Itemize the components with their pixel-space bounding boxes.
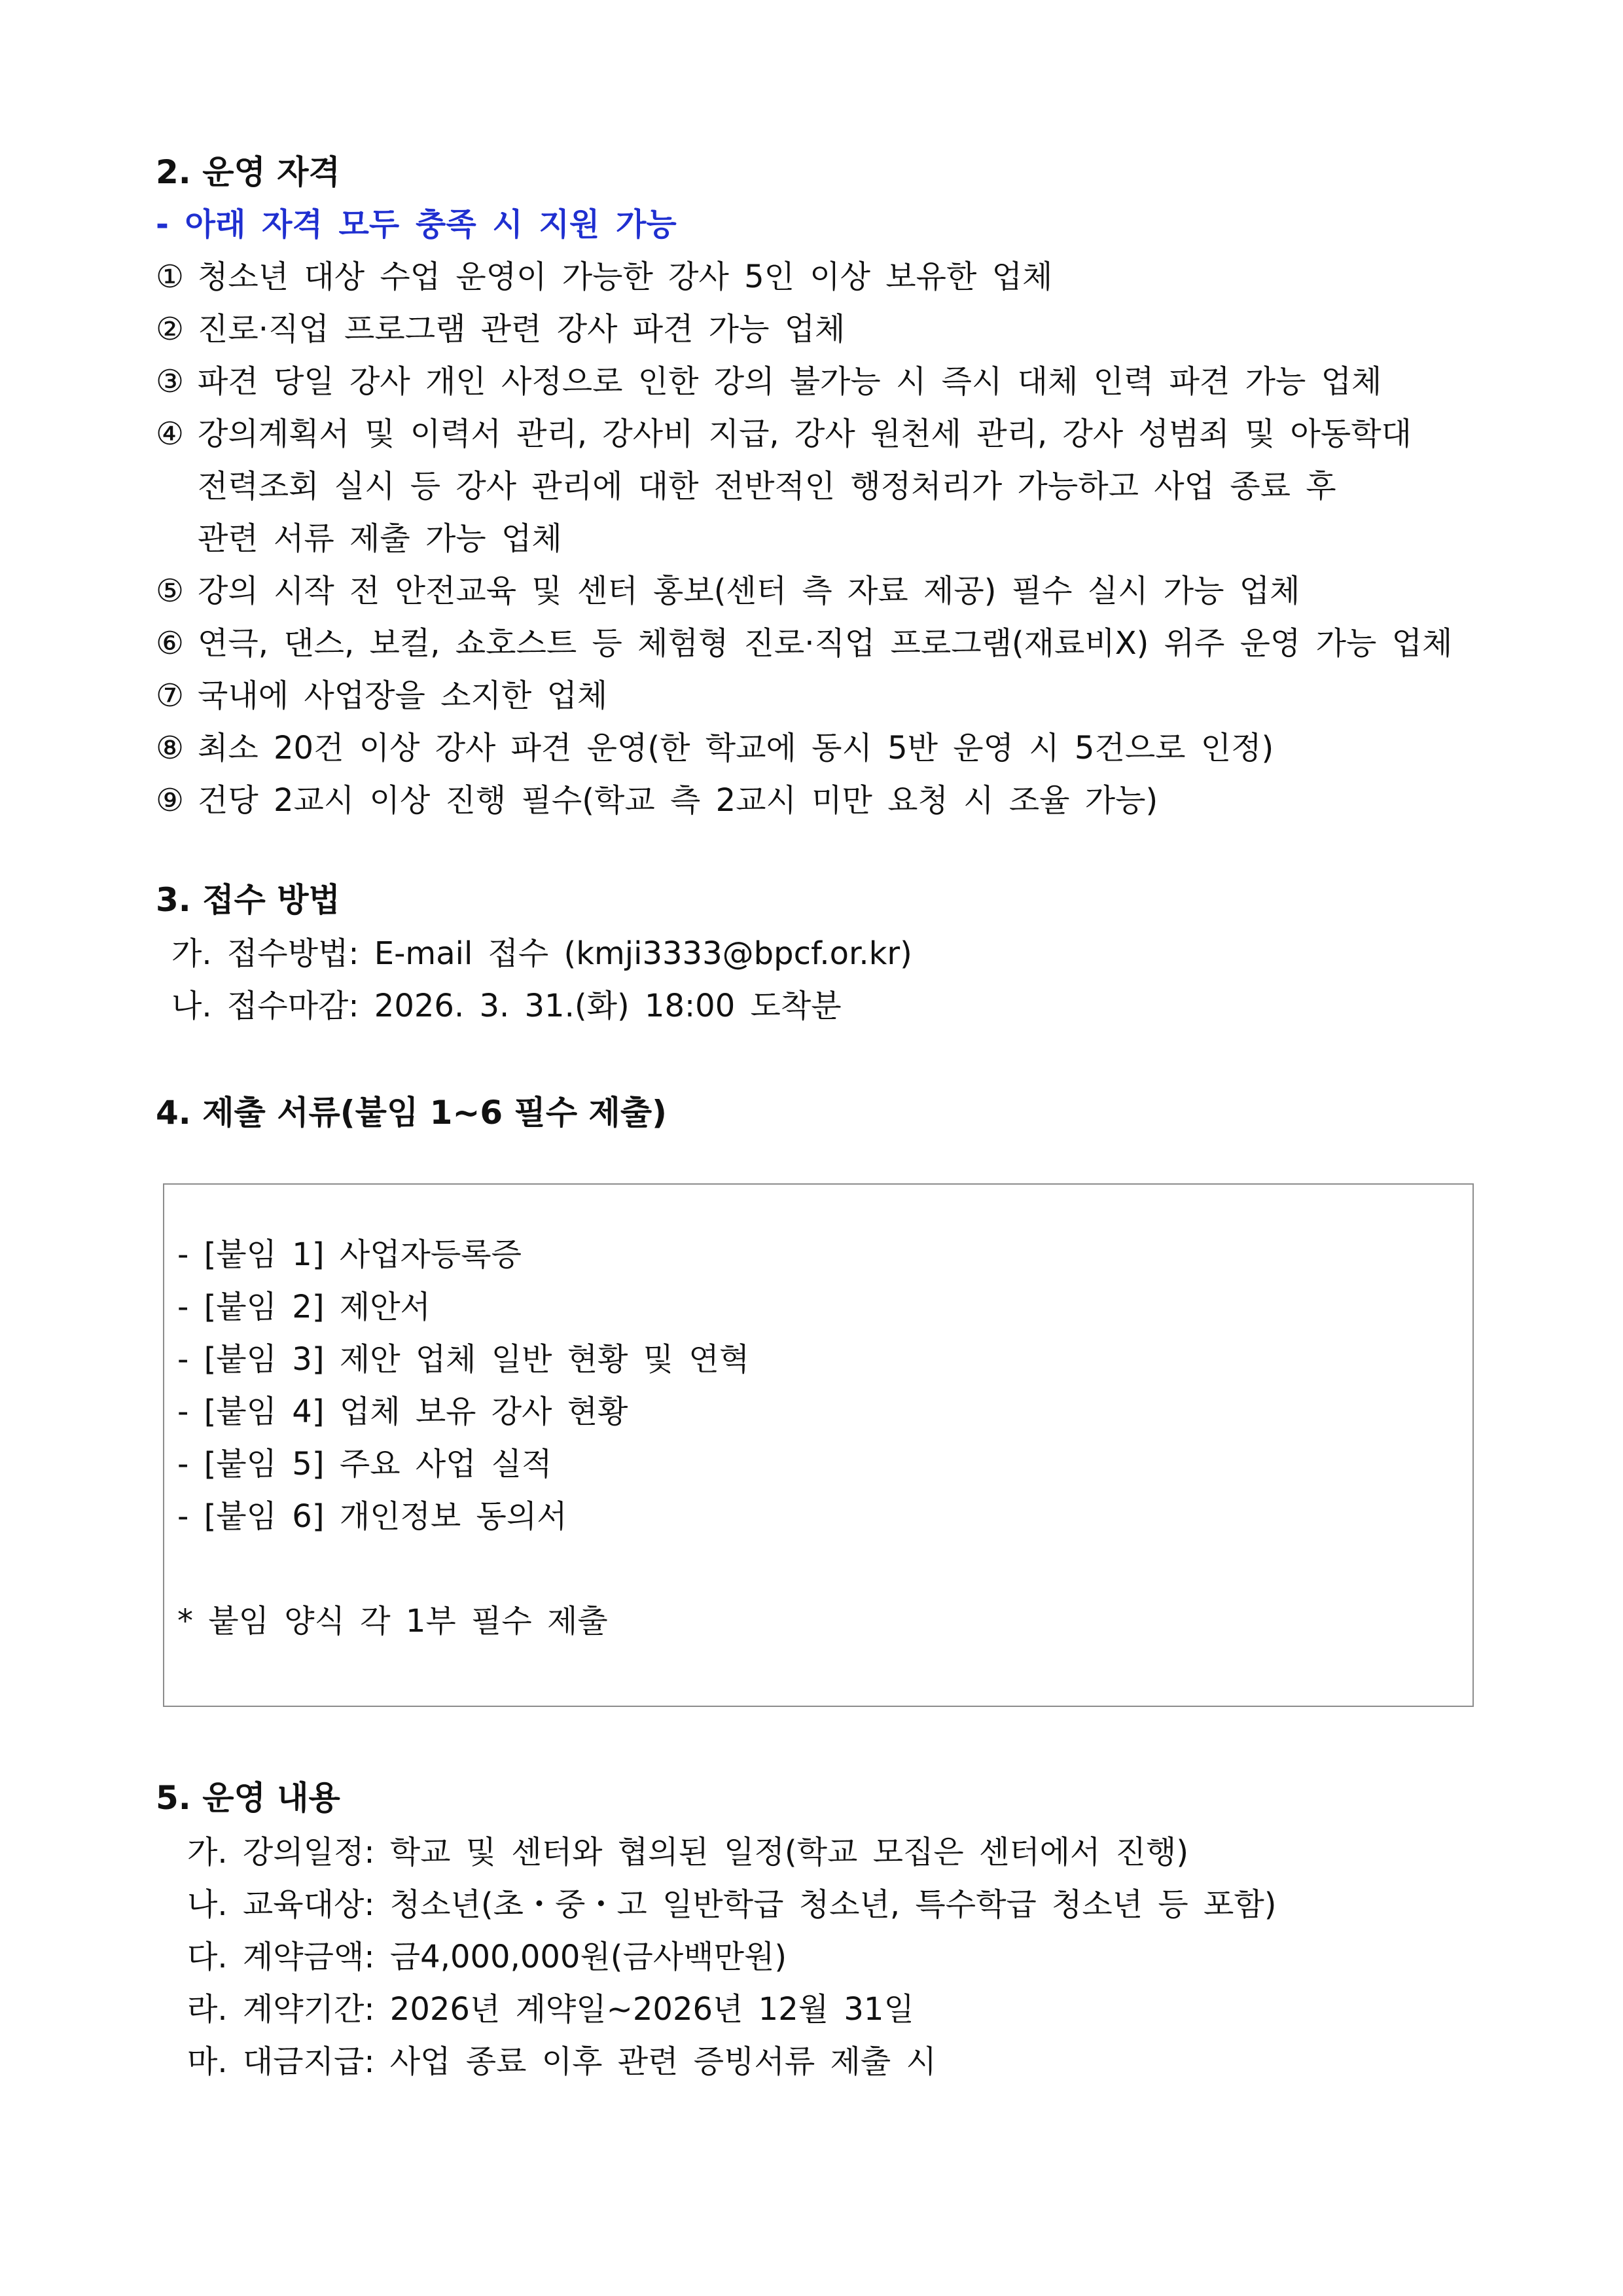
section-3-heading: 3. 접수 방법 [156, 881, 340, 919]
qualification-item-2 [156, 306, 845, 352]
item-text: 최소 20건 이상 강사 파견 운영(한 학교에 동시 5반 운영 시 5건으로 인정) [198, 730, 1274, 766]
qualification-item-4 [156, 411, 1412, 457]
required-documents-box [163, 1183, 1474, 1707]
attachment-item-1: - [붙임 1] 사업자등록증 [177, 1236, 522, 1273]
attachment-item-5: - [붙임 5] 주요 사업 실적 [177, 1446, 552, 1482]
qualification-item-1 [156, 254, 1052, 300]
item-marker: ⑥ [156, 625, 185, 662]
item-text: 파견 당일 강사 개인 사정으로 인한 강의 불가능 시 즉시 대체 인력 파견 가능 업체 [198, 363, 1382, 400]
item-text: 국내에 사업장을 소지한 업체 [198, 677, 608, 714]
eligibility-notice: - 아래 자격 모두 충족 시 지원 가능 [156, 206, 677, 243]
qualification-item-4-continued: 관련 서류 제출 가능 업체 [198, 520, 562, 557]
qualification-item-5 [156, 568, 1300, 614]
item-text: 진로·직업 프로그램 관련 강사 파견 가능 업체 [198, 311, 846, 348]
operation-item-target: 나. 교육대상: 청소년(초・중・고 일반학급 청소년, 특수학급 청소년 등 포함) [187, 1886, 1277, 1923]
item-marker: ④ [156, 416, 185, 452]
item-marker: ② [156, 311, 185, 348]
item-marker: ⑧ [156, 730, 185, 766]
operation-item-schedule: 가. 강의일정: 학교 및 센터와 협의된 일정(학교 모집은 센터에서 진행) [187, 1834, 1189, 1871]
section-5-heading: 5. 운영 내용 [156, 1779, 340, 1817]
operation-item-period: 라. 계약기간: 2026년 계약일~2026년 12월 31일 [187, 1991, 914, 2028]
item-marker: ⑨ [156, 782, 185, 819]
item-marker: ③ [156, 363, 185, 400]
item-text: 청소년 대상 수업 운영이 가능한 강사 5인 이상 보유한 업체 [198, 259, 1053, 295]
qualification-item-8 [156, 725, 1274, 771]
attachment-note: * 붙임 양식 각 1부 필수 제출 [177, 1603, 608, 1640]
attachment-item-6: - [붙임 6] 개인정보 동의서 [177, 1498, 567, 1535]
qualification-item-3 [156, 359, 1382, 404]
item-marker: ⑤ [156, 573, 185, 609]
item-text: 강의 시작 전 안전교육 및 센터 홍보(센터 측 자료 제공) 필수 실시 가능 업체 [198, 573, 1300, 609]
qualification-item-4-continued: 전력조회 실시 등 강사 관리에 대한 전반적인 행정처리가 가능하고 사업 종료 후 [198, 468, 1336, 505]
operation-item-amount: 다. 계약금액: 금4,000,000원(금사백만원) [187, 1939, 787, 1975]
qualification-item-7 [156, 673, 607, 719]
item-text: 건당 2교시 이상 진행 필수(학교 측 2교시 미만 요청 시 조율 가능) [198, 782, 1158, 819]
submission-deadline: 나. 접수마감: 2026. 3. 31.(화) 18:00 도착분 [171, 988, 842, 1024]
qualification-item-6 [156, 620, 1452, 666]
section-2-heading: 2. 운영 자격 [156, 153, 340, 191]
item-text: 연극, 댄스, 보컬, 쇼호스트 등 체험형 진로·직업 프로그램(재료비X) 위주 운영 가능 업체 [198, 625, 1453, 662]
item-marker: ① [156, 259, 185, 295]
attachment-item-3: - [붙임 3] 제안 업체 일반 현황 및 연혁 [177, 1341, 750, 1378]
submission-method: 가. 접수방법: E-mail 접수 (kmji3333@bpcf.or.kr) [171, 935, 912, 972]
item-text: 강의계획서 및 이력서 관리, 강사비 지급, 강사 원천세 관리, 강사 성범죄 및 아동학대 [198, 416, 1412, 452]
attachment-item-2: - [붙임 2] 제안서 [177, 1289, 431, 1325]
attachment-item-4: - [붙임 4] 업체 보유 강사 현황 [177, 1393, 628, 1430]
operation-item-payment: 마. 대금지급: 사업 종료 이후 관련 증빙서류 제출 시 [187, 2043, 936, 2080]
item-marker: ⑦ [156, 677, 185, 714]
section-4-heading: 4. 제출 서류(붙임 1~6 필수 제출) [156, 1094, 667, 1132]
qualification-item-9 [156, 778, 1158, 823]
